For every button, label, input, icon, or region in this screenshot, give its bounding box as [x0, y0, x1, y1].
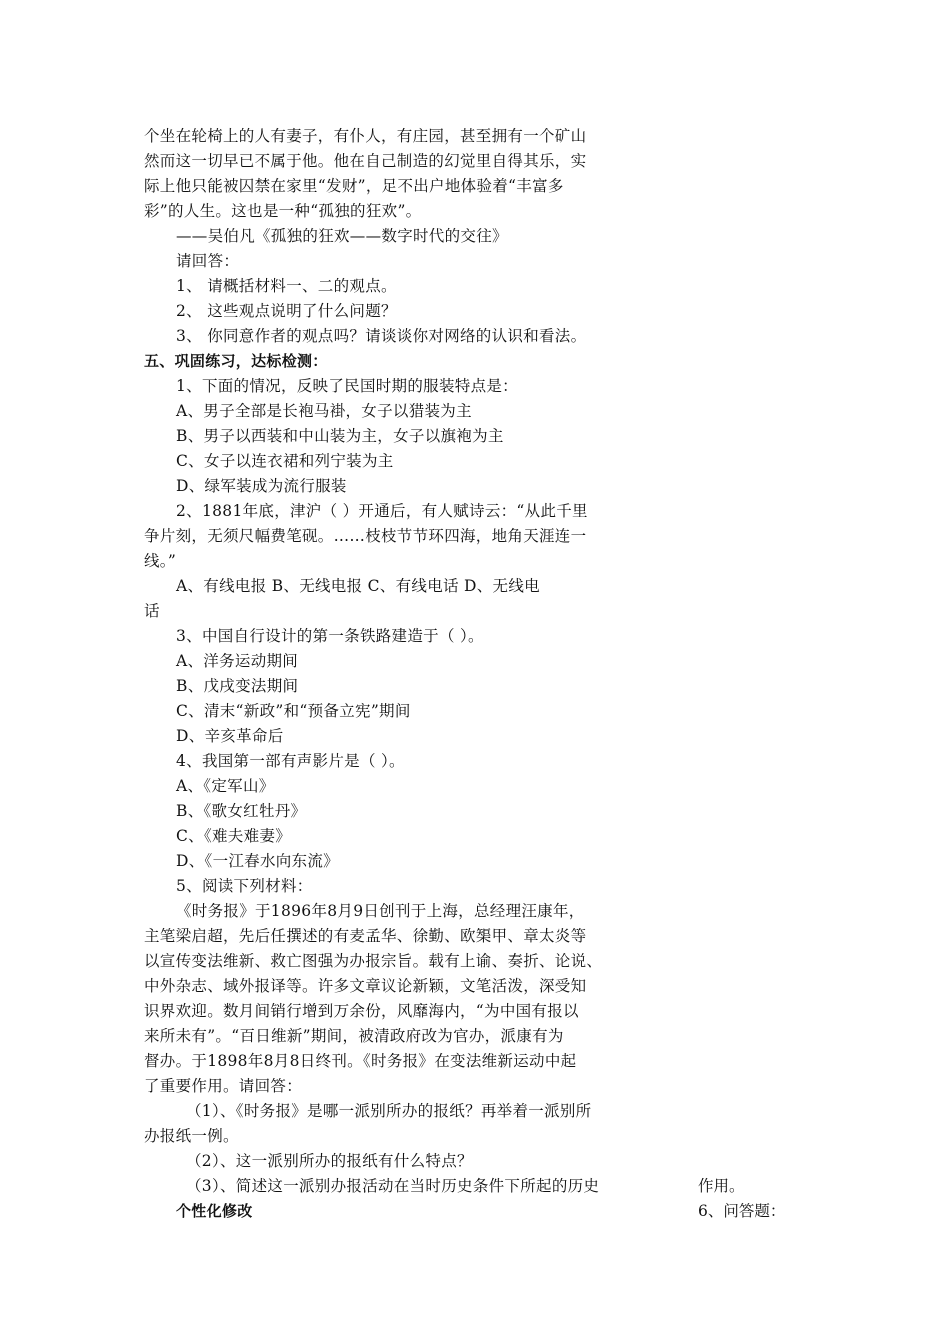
option-item: B、《歌女红牡丹》 — [176, 802, 307, 820]
question-stem: 5、阅读下列材料： — [176, 877, 313, 895]
option-item: B、戊戌变法期间 — [176, 677, 299, 695]
material-line: 以宣传变法维新、救亡图强为办报宗旨。载有上谕、奏折、论说、 — [144, 952, 603, 970]
sub-question: （1）、《时务报》是哪一派别所办的报纸？再举着一派别所 — [186, 1102, 592, 1120]
question-stem: 2、1881年底，津沪（ ）开通后，有人赋诗云：“从此千里 — [176, 502, 588, 520]
option-item: C、清末“新政”和“预备立宪”期间 — [176, 702, 411, 720]
citation: ——吴伯凡《孤独的狂欢——数字时代的交往》 — [176, 227, 508, 245]
answer-prompt: 请回答： — [176, 252, 240, 270]
question-stem: 线。” — [144, 552, 177, 570]
sub-question: 办报纸一例。 — [144, 1127, 239, 1145]
question-item: 3、 你同意作者的观点吗？请谈谈你对网络的认识和看法。 — [176, 327, 587, 345]
material-line: 督办。于1898年8月8日终刊。《时务报》在变法维新运动中起 — [144, 1052, 577, 1070]
question-stem: 3、中国自行设计的第一条铁路建造于（ ）。 — [176, 627, 484, 645]
personalize-label: 个性化修改 — [176, 1202, 253, 1220]
question-item: 2、 这些观点说明了什么问题？ — [176, 302, 397, 320]
option-row: A、有线电报 B、无线电报 C、有线电话 D、无线电 — [176, 577, 540, 595]
option-item: C、女子以连衣裙和列宁装为主 — [176, 452, 394, 470]
option-item: D、辛亥革命后 — [176, 727, 284, 745]
sub-question: （3）、简述这一派别办报活动在当时历史条件下所起的历史 — [186, 1177, 600, 1195]
option-item: A、《定军山》 — [176, 777, 275, 795]
material-line: 彩”的人生。这也是一种“孤独的狂欢”。 — [144, 202, 422, 220]
material-line: 主笔梁启超，先后任撰述的有麦孟华、徐勤、欧榘甲、章太炎等 — [144, 927, 587, 945]
option-item: C、《难夫难妻》 — [176, 827, 292, 845]
option-item: B、男子以西装和中山装为主，女子以旗袍为主 — [176, 427, 504, 445]
question-stem: 1、下面的情况，反映了民国时期的服装特点是： — [176, 377, 518, 395]
option-item: A、男子全部是长袍马褂，女子以猎装为主 — [176, 402, 472, 420]
material-line: 《时务报》于1896年8月9日创刊于上海，总经理汪康年， — [176, 902, 585, 920]
question-stem: 争片刻，无须尺幅费笔砚。……枝枝节节环四海，地角天涯连一 — [144, 527, 587, 545]
question-stem: 6、问答题： — [698, 1202, 786, 1220]
material-line: 个坐在轮椅上的人有妻子，有仆人，有庄园，甚至拥有一个矿山 — [144, 127, 587, 145]
option-item: A、洋务运动期间 — [176, 652, 299, 670]
option-item: D、绿军装成为流行服装 — [176, 477, 347, 495]
material-line: 然而这一切早已不属于他。他在自己制造的幻觉里自得其乐，实 — [144, 152, 587, 170]
material-line: 了重要作用。请回答： — [144, 1077, 303, 1095]
material-line: 中外杂志、域外报译等。许多文章议论新颖，文笔活泼，深受知 — [144, 977, 587, 995]
question-stem: 4、我国第一部有声影片是（ ）。 — [176, 752, 405, 770]
sub-question: （2）、这一派别所办的报纸有什么特点？ — [186, 1152, 473, 1170]
material-line: 际上他只能被囚禁在家里“发财”，足不出户地体验着“丰富多 — [144, 177, 564, 195]
section-heading: 五、巩固练习，达标检测： — [144, 352, 328, 370]
option-row: 话 — [144, 602, 160, 620]
material-line: 来所未有”。“百日维新”期间，被清政府改为官办，派康有为 — [144, 1027, 564, 1045]
question-item: 1、 请概括材料一、二的观点。 — [176, 277, 397, 295]
material-line: 识界欢迎。数月间销行增到万余份，风靡海内，“为中国有报以 — [144, 1002, 579, 1020]
option-item: D、《一江春水向东流》 — [176, 852, 339, 870]
sub-question-end: 作用。 — [698, 1177, 745, 1195]
